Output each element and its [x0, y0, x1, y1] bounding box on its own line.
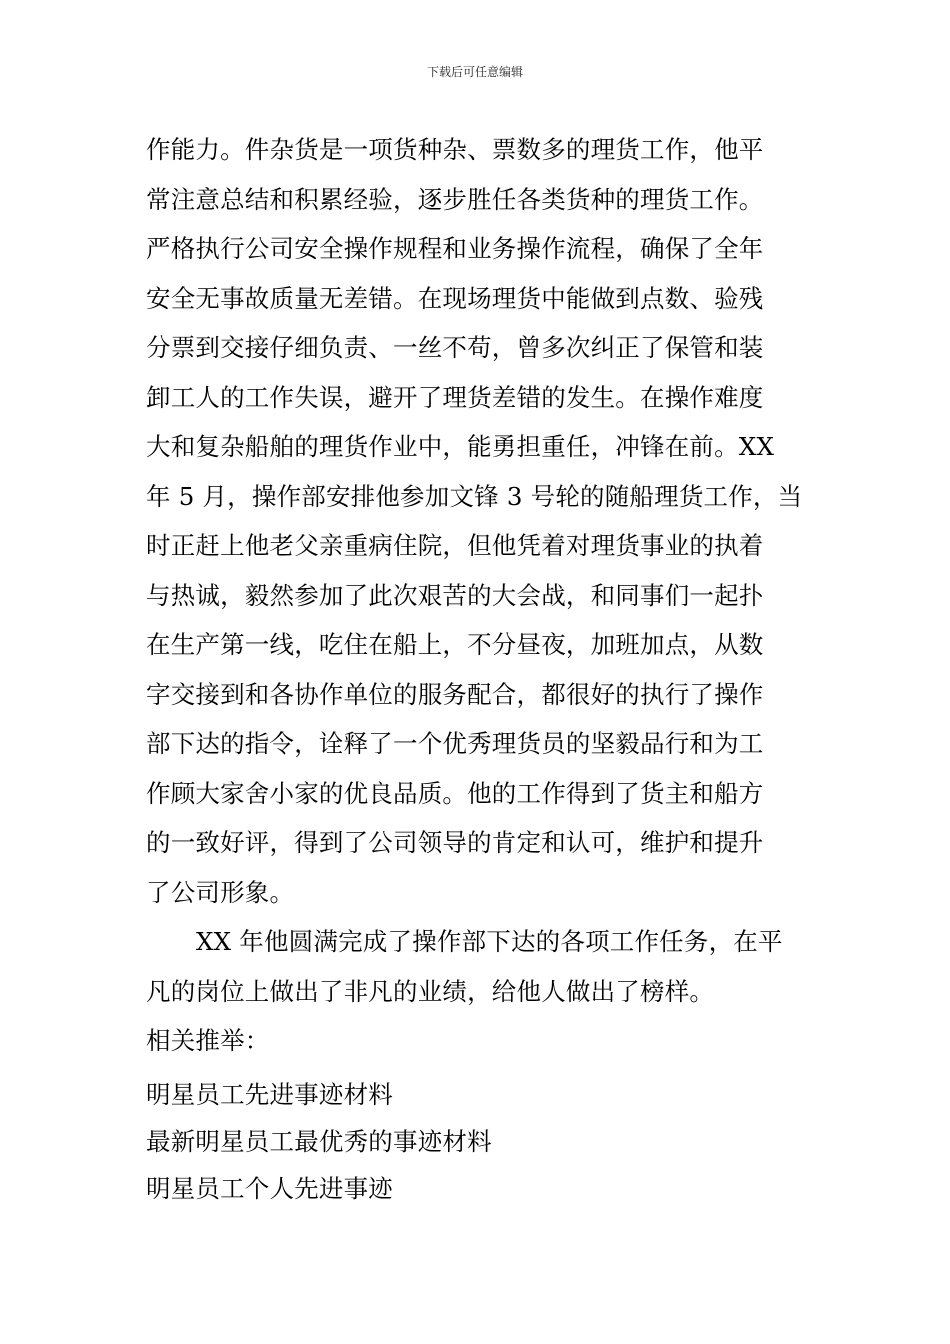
paragraph-line: 作顾大家舍小家的优良品质。他的工作得到了货主和船方 [146, 778, 764, 808]
related-title: 相关推举： [146, 1026, 270, 1055]
paragraph-line: 在生产第一线，吃住在船上，不分昼夜，加班加点，从数 [146, 630, 764, 659]
paragraph-line: 字交接到和各协作单位的服务配合，都很好的执行了操作 [146, 679, 764, 709]
related-item: 最新明星员工最优秀的事迹材料 [146, 1127, 492, 1156]
paragraph-line: 大和复杂船舶的理货作业中，能勇担重任，冲锋在前。XX [146, 432, 775, 461]
paragraph-line: 了公司形象。 [146, 877, 295, 907]
paragraph-line: 与热诚，毅然参加了此次艰苦的大会战，和同事们一起扑 [146, 580, 764, 610]
related-list [146, 1071, 811, 1212]
paragraph-line: 严格执行公司安全操作规程和业务操作流程，确保了全年 [146, 234, 764, 263]
paragraph-line: 分票到交接仔细负责、一丝不苟，曾多次纠正了保管和装 [146, 333, 764, 362]
paragraph-line: 年 5 月，操作部安排他参加文锋 3 号轮的随船理货工作，当 [146, 481, 803, 511]
paragraph-line: 凡的岗位上做出了非凡的业绩，给他人做出了榜样。 [146, 976, 715, 1006]
paragraph-line: 卸工人的工作失误，避开了理货差错的发生。在操作难度 [146, 382, 764, 412]
paragraph-line: 部下达的指令，诠释了一个优秀理货员的坚毅品行和为工 [146, 729, 764, 758]
paragraph-line: 的一致好评，得到了公司领导的肯定和认可，维护和提升 [146, 828, 764, 857]
paragraph-line: 常注意总结和积累经验，逐步胜任各类货种的理货工作。 [146, 184, 764, 214]
paragraph-line: 时正赶上他老父亲重病住院，但他凭着对理货事业的执着 [146, 531, 764, 560]
document-body [146, 125, 811, 1066]
page-header: 下载后可任意编辑 [426, 65, 523, 79]
related-item: 明星员工个人先进事迹 [146, 1174, 393, 1203]
paragraph-line: 安全无事故质量无差错。在现场理货中能做到点数、验残 [146, 283, 764, 313]
related-item: 明星员工先进事迹材料 [146, 1080, 393, 1109]
paragraph-line: XX 年他圆满完成了操作部下达的各项工作任务，在平 [196, 927, 783, 956]
paragraph-line: 作能力。件杂货是一项货种杂、票数多的理货工作，他平 [146, 135, 764, 164]
